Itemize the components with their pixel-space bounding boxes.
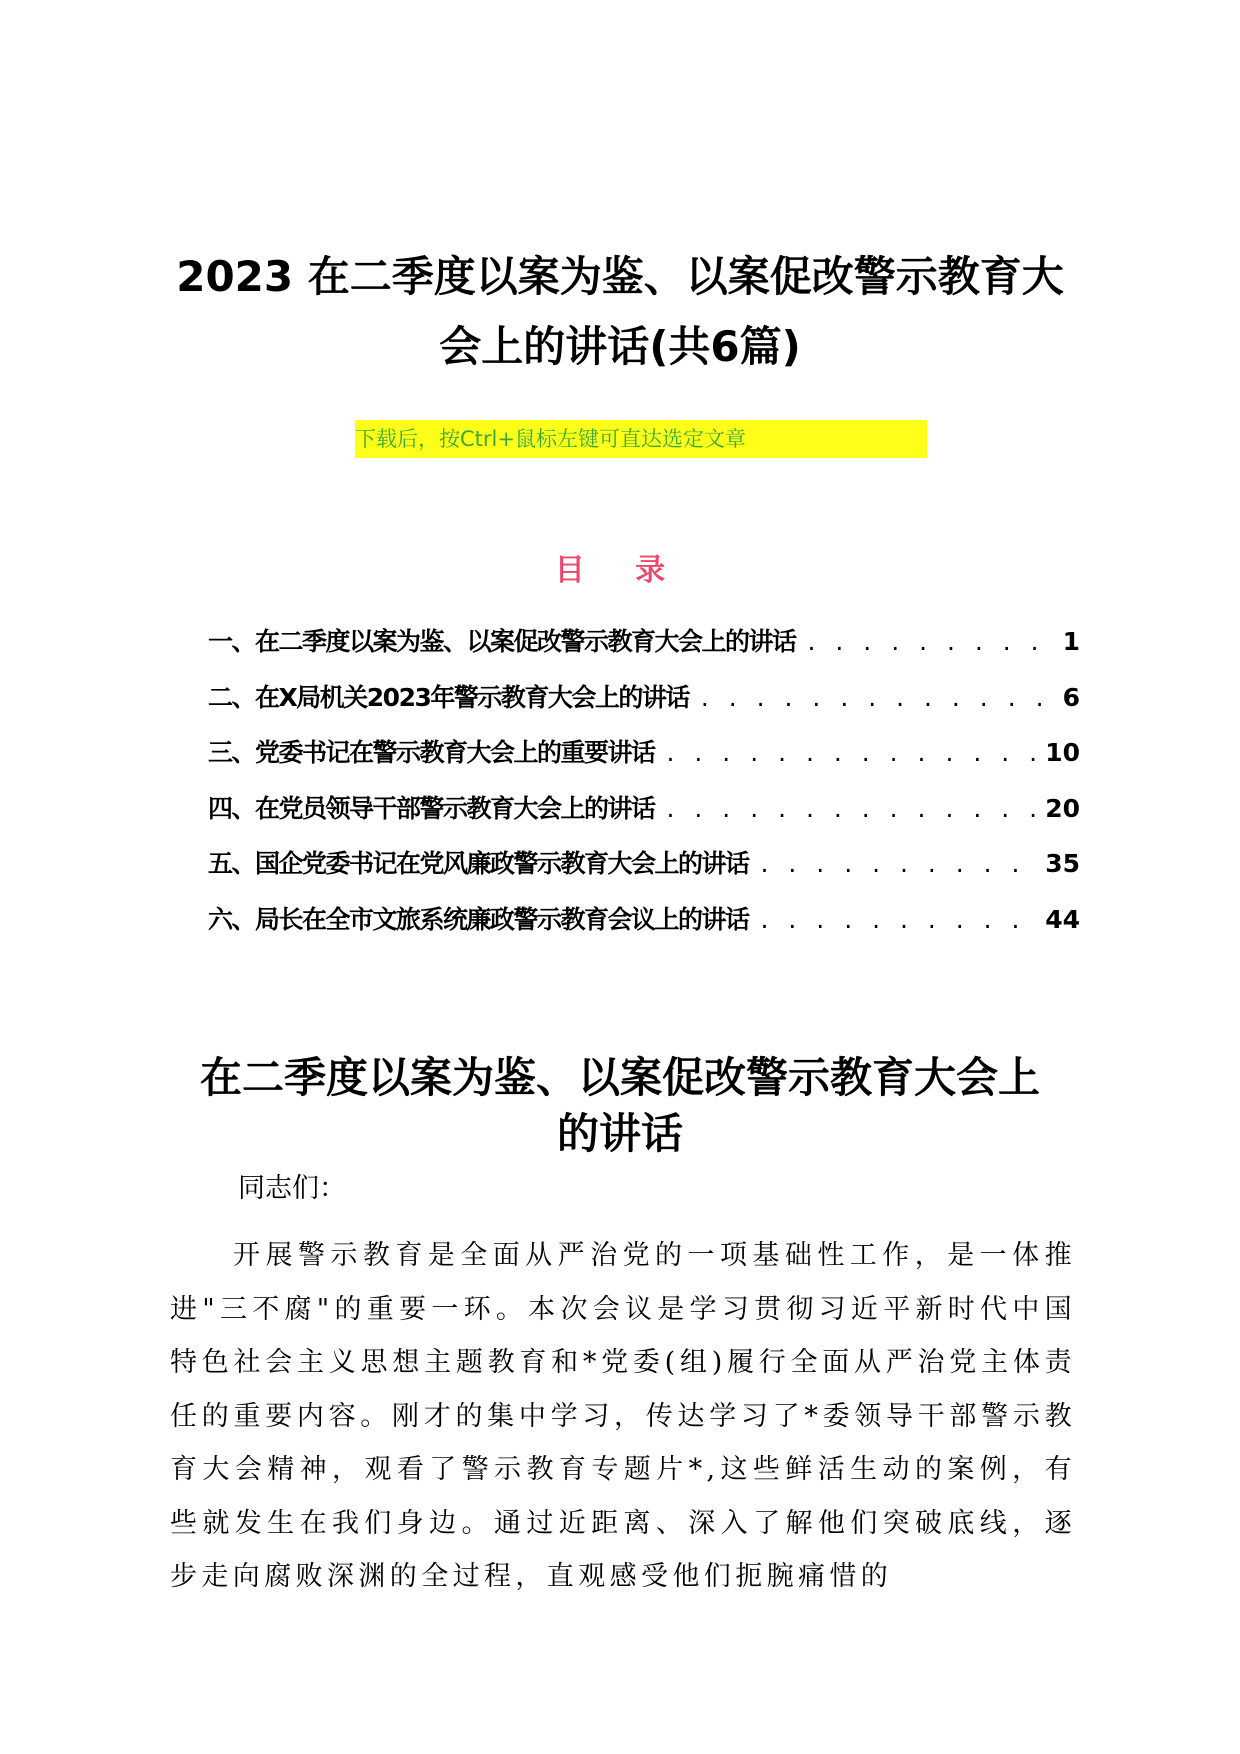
salutation: 同志们： [238, 1173, 346, 1204]
toc-item-label[interactable]: 二、在X局机关2023年警示教育大会上的讲话 [208, 682, 689, 712]
toc-item-label[interactable]: 一、在二季度以案为鉴、以案促改警示教育大会上的讲话 [208, 627, 796, 656]
toc-item-page[interactable]: 10 [1045, 738, 1080, 767]
toc-item-label[interactable]: 三、党委书记在警示教育大会上的重要讲话 [208, 738, 655, 767]
toc-item[interactable] [208, 614, 1080, 670]
toc-leader-dots [667, 725, 1040, 781]
toc-item[interactable] [208, 725, 1080, 781]
article-title [120, 1050, 1120, 1162]
toc-item-page[interactable]: 20 [1045, 793, 1080, 823]
toc-leader-dots [701, 670, 1057, 726]
toc-leader-dots [667, 781, 1040, 837]
document-title-line-1: 2023 在二季度以案为鉴、以案促改警示教育大 [176, 252, 1064, 301]
toc-item-label[interactable]: 五、国企党委书记在党风廉政警示教育大会上的讲话 [208, 849, 749, 878]
toc-leader-dots [761, 892, 1040, 948]
toc-item-page[interactable]: 44 [1045, 904, 1080, 934]
table-of-contents [208, 614, 1080, 947]
document-title-line-2: 会上的讲话(共6篇) [439, 322, 801, 371]
download-hint: 下载后，按Ctrl+鼠标左键可直达选定文章 [355, 427, 746, 451]
toc-leader-dots [761, 836, 1040, 892]
toc-leader-dots [808, 614, 1057, 670]
toc-item-label[interactable]: 四、在党员领导干部警示教育大会上的讲话 [208, 793, 655, 823]
toc-item-label[interactable]: 六、局长在全市文旅系统廉政警示教育会议上的讲话 [208, 904, 749, 934]
toc-item-page[interactable]: 1 [1062, 627, 1080, 656]
article-title-line-2: 的讲话 [556, 1109, 683, 1158]
toc-item-page[interactable]: 35 [1045, 849, 1080, 878]
toc-item[interactable] [208, 836, 1080, 892]
toc-item-page[interactable]: 6 [1062, 682, 1080, 712]
toc-item[interactable] [208, 781, 1080, 837]
toc-heading: 目 录 [554, 553, 686, 588]
document-title [120, 242, 1120, 382]
article-title-line-1: 在二季度以案为鉴、以案促改警示教育大会上 [199, 1053, 1040, 1102]
toc-item[interactable] [208, 892, 1080, 948]
body-paragraph: 开展警示教育是全面从严治党的一项基础性工作，是一体推进"三不腐"的重要一环。本次会议是学习贯彻习近平新时代中国特色社会主义思想主题教育和*党委(组)履行全面从严治党主体责任的重要内容。刚才的集中学习，传达学习了*委领导干部警示教育大会精神，观看了警示教育专题片*,这些鲜活生动的案例，有些就发生在我们身边。通过近距离、深入了解他们突破底线，逐步走向腐败深渊的全过程，直观感受他们扼腕痛惜的 [170, 1240, 1076, 1592]
toc-item[interactable] [208, 670, 1080, 726]
